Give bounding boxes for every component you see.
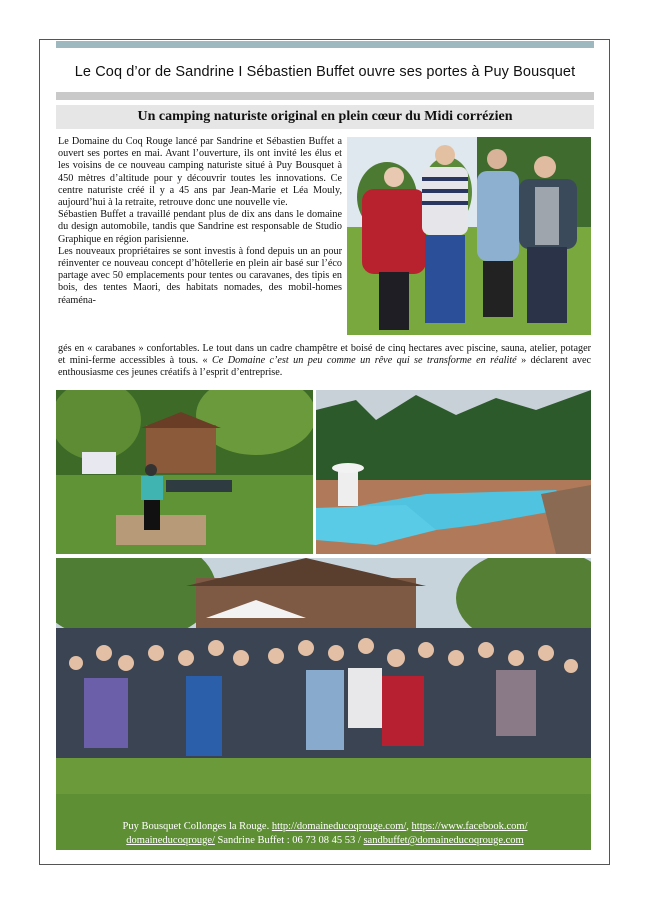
page-header-title: Le Coq d’or de Sandrine I Sébastien Buffet ouvre ses portes à Puy Bousquet [74,64,576,80]
paragraph-3-end-text: gés en « carabanes » confortables. Le tout dans un cadre champêtre et boisé de cinq hectares avec piscine, sauna, atelier, potager et mini-ferme accessibles à tous. « [58,343,591,367]
photo-ping-pong [56,390,313,554]
article-paragraph-3-end [58,343,591,380]
article-paragraph-3-start: Les nouveaux propriétaires se sont investis à fond depuis un an pour réinventer ce nouveau concept d’hôtellerie en plein air basé sur l’éco partage avec 50 emplacements pour tentes ou caravanes, des tipis en bois, des tentes Maori, des habitats nomades, des mobil-homes réaména- [58,245,342,306]
article-title: Un camping naturiste original en plein cœur du Midi corrézien [56,105,594,129]
photo-large-group [56,558,591,850]
caption-location: Puy Bousquet Collonges la Rouge. [122,821,272,832]
article-quote: Ce Domaine c’est un peu comme un rêve qui se transforme en réalité [212,355,517,367]
article-paragraph-2: Sébastien Buffet a travaillé pendant plus de dix ans dans le domaine du design automobile, tandis que Sandrine est responsable de Studio Graphique en région parisienne. [58,209,342,245]
caption-separator: , [406,821,412,832]
caption-contact: Sandrine Buffet : 06 73 08 45 53 / [214,835,364,846]
website-link[interactable]: http://domaineducoqrouge.com/ [271,821,407,832]
header-divider [56,92,594,100]
photo-caption [56,820,594,848]
photo-swimming-pool [316,390,591,554]
facebook-link-continued[interactable]: domaineducoqrouge/ [126,835,215,846]
top-stripe [56,41,594,48]
article-paragraph-1: Le Domaine du Coq Rouge lancé par Sandrine et Sébastien Buffet a ouvert ses portes en mai. Avant l’ouverture, ils ont invité les élus et les voisins de ce nouveau camping naturiste situé à Puy Bousquet à 450 mètres d’altitude pour y découvrir toutes les innovations. Ce centre naturiste créé il y a 45 ans par Jean-Marie et Léa Mouly, aujourd’hui à la retraite, retrouve donc une nouvelle vie. [58,136,342,209]
article-body-wide [58,343,591,380]
article-body-column [58,136,342,307]
photo-owners-group [347,137,591,335]
paragraph-3-close-text: » déclarent avec enthousiasme ces jeunes créatifs à l’esprit d’entreprise. [58,355,591,379]
email-link[interactable]: sandbuffet@domaineducoqrouge.com [363,835,524,846]
facebook-link[interactable]: https://www.facebook.com/ [411,821,528,832]
